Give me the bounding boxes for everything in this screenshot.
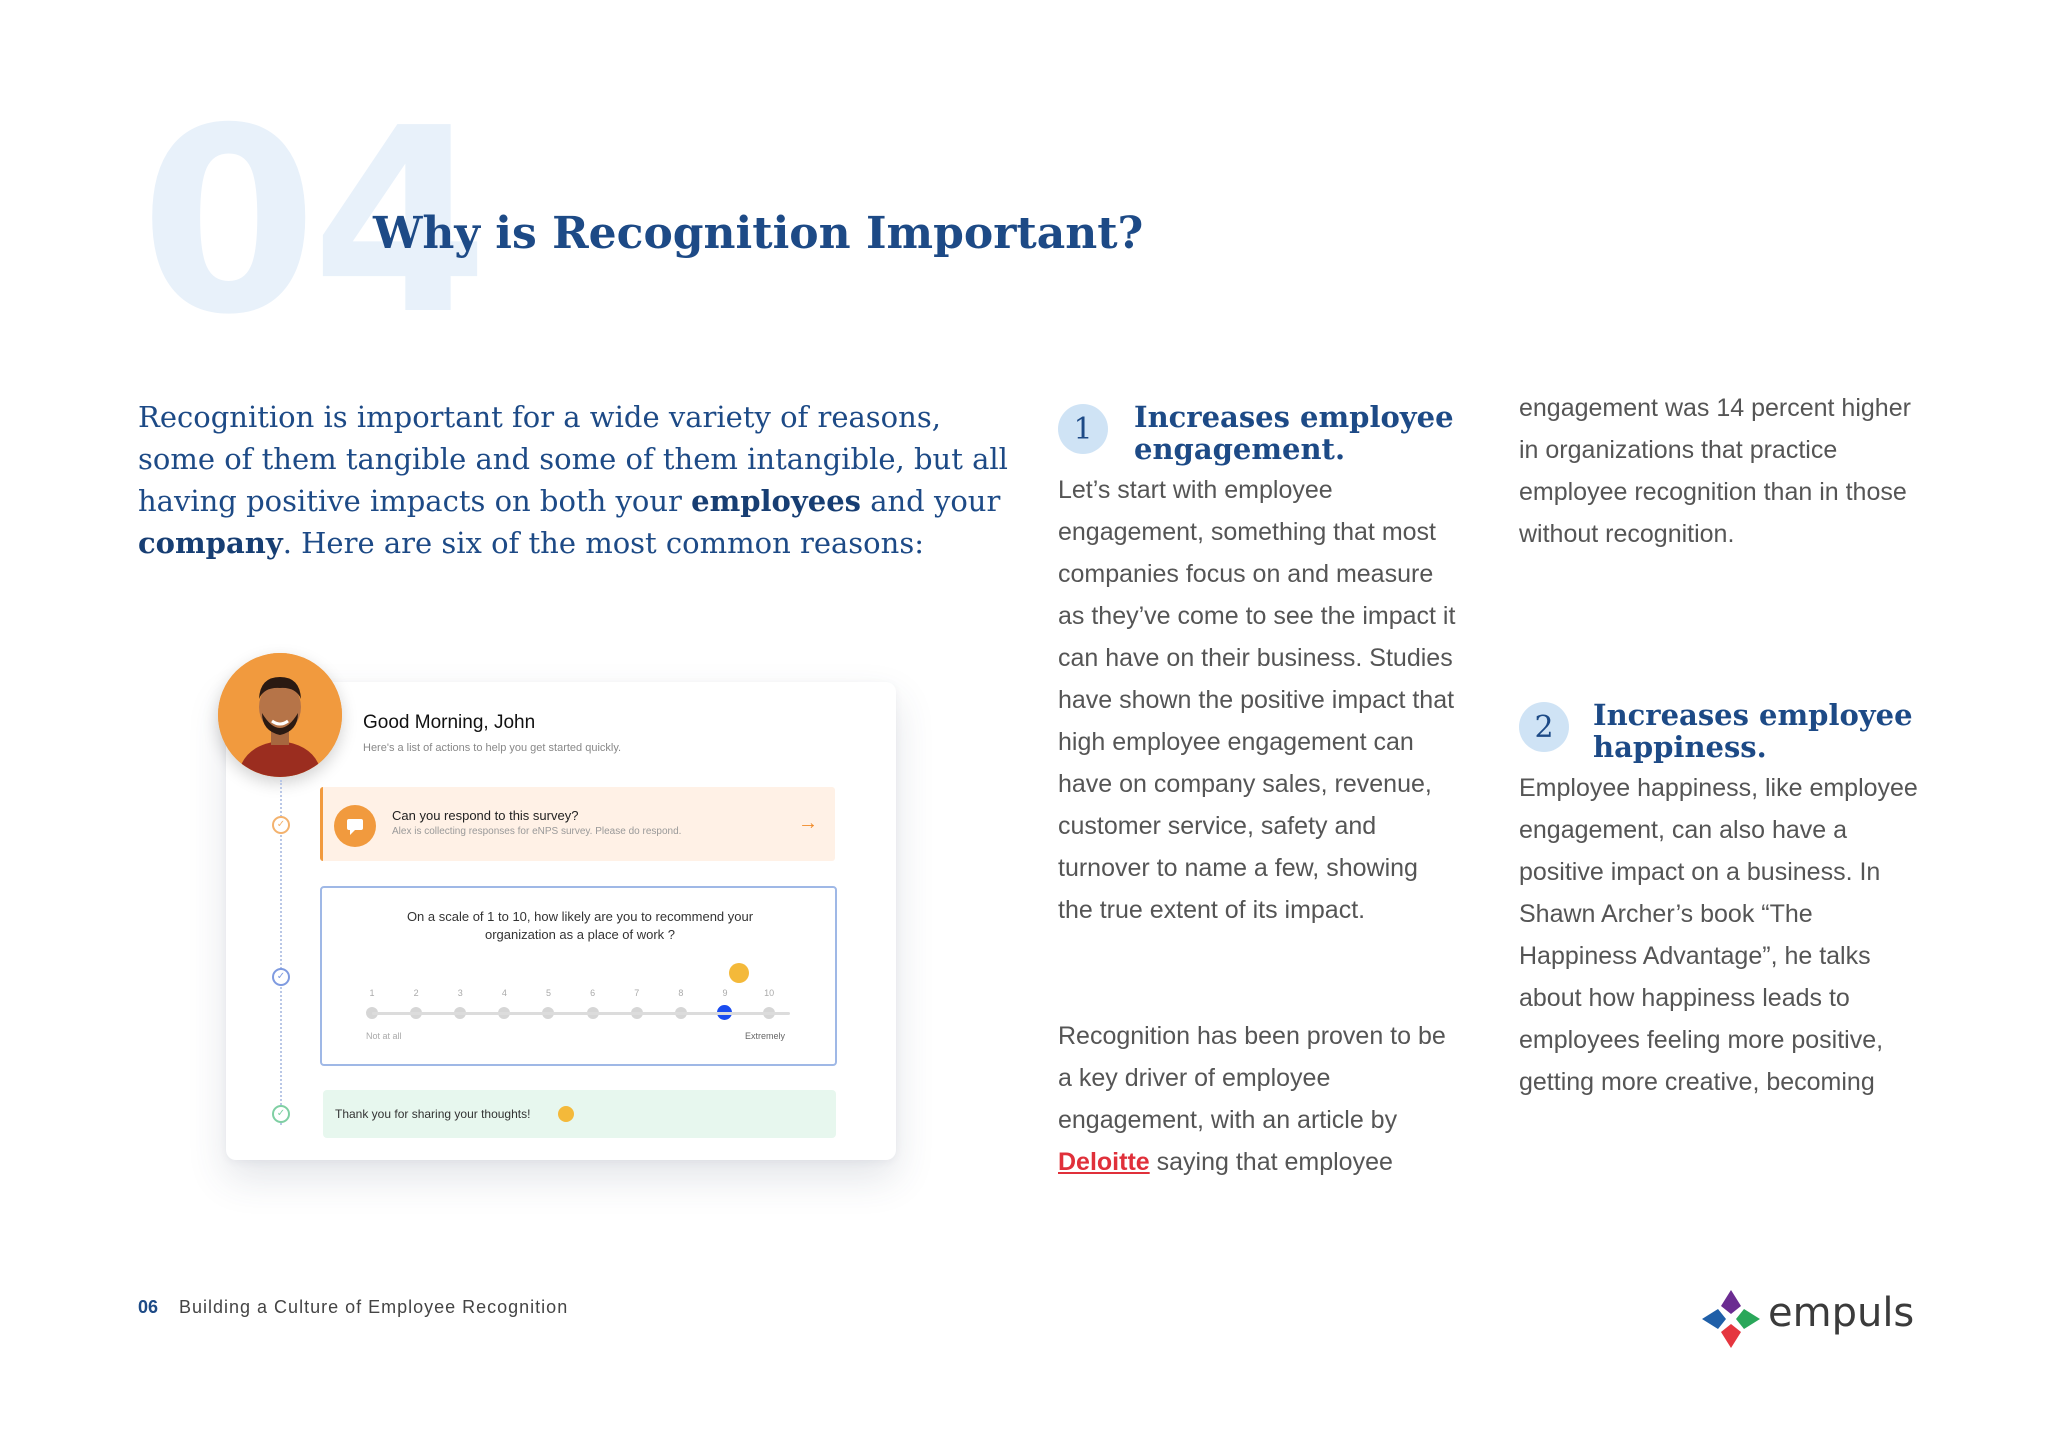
thanks-text: Thank you for sharing your thoughts! bbox=[335, 1107, 531, 1121]
timeline-check-icon: ✓ bbox=[272, 968, 290, 986]
reason-2-title: Increases employee happiness. bbox=[1593, 698, 1913, 764]
scale-number-label: 3 bbox=[457, 988, 463, 998]
intro-text-3: . Here are six of the most common reasons: bbox=[282, 526, 924, 560]
survey-prompt[interactable] bbox=[320, 787, 835, 861]
reason-1-title: Increases employee engagement. bbox=[1134, 400, 1454, 466]
reason-number-badge: 1 bbox=[1058, 404, 1108, 454]
arrow-right-icon[interactable]: → bbox=[798, 812, 818, 834]
chat-icon bbox=[334, 805, 376, 847]
empuls-logo-icon bbox=[1700, 1288, 1762, 1350]
reason-1-paragraph-2 bbox=[1058, 1015, 1458, 1183]
reason-1-paragraph: Let’s start with employee engagement, something that most companies focus on and measure as they’ve come to see the impact it can have on their business. Studies have shown the positive impact that high employee engagement can have on company sales, revenue, customer service, safety and turnover to name a few, showing the true extent of its impact. bbox=[1058, 476, 1456, 924]
scale-number-label: 8 bbox=[678, 988, 684, 998]
reason-1-text: Recognition has been proven to be a key driver of employee engagement, with an article by bbox=[1058, 1022, 1446, 1134]
scale-number-label: 9 bbox=[722, 988, 728, 998]
scale-track bbox=[372, 1012, 790, 1015]
scale-number-label: 2 bbox=[413, 988, 419, 998]
scale-number-label: 4 bbox=[501, 988, 507, 998]
page-title: Why is Recognition Important? bbox=[373, 208, 1144, 259]
reason-2-paragraph: Employee happiness, like employee engagement, can also have a positive impact on a business. In Shawn Archer’s book “The Happiness Advantage”, he talks about how happiness leads to employees feeling more positive, getting more creative, becoming bbox=[1519, 774, 1918, 1096]
scale-number-label: 5 bbox=[545, 988, 551, 998]
scale-number-label: 1 bbox=[369, 988, 375, 998]
timeline-check-icon: ✓ bbox=[272, 816, 290, 834]
reason-1-text-end: saying that employee bbox=[1149, 1148, 1393, 1176]
intro-text-1: Recognition is important for a wide variety of reasons, some of them tangible and some of them intangible, but all having positive impacts on both your bbox=[138, 400, 1008, 518]
scale-high-label: Extremely bbox=[745, 1031, 786, 1041]
footer-title: Building a Culture of Employee Recognition bbox=[179, 1297, 569, 1317]
scale-number-label: 6 bbox=[590, 988, 596, 998]
intro-bold-employees: employees bbox=[691, 484, 861, 518]
scale-number-label: 7 bbox=[634, 988, 640, 998]
reason-number-badge: 2 bbox=[1519, 702, 1569, 752]
survey-subtitle: Alex is collecting responses for eNPS survey. Please do respond. bbox=[392, 826, 682, 837]
emoji-icon bbox=[729, 963, 749, 983]
user-avatar bbox=[218, 653, 342, 777]
scale-number-label: 10 bbox=[764, 988, 775, 998]
timeline-check-icon: ✓ bbox=[272, 1105, 290, 1123]
empuls-logo-text: empuls bbox=[1768, 1290, 1915, 1336]
reason-1-continued: engagement was 14 percent higher in organizations that practice employee recognition than in those without recognition. bbox=[1519, 394, 1911, 548]
page-number: 06 bbox=[138, 1297, 159, 1317]
intro-text-2: and your bbox=[860, 484, 1001, 518]
smile-emoji-icon bbox=[558, 1106, 574, 1122]
greeting-text: Good Morning, John bbox=[363, 712, 536, 733]
deloitte-link[interactable]: Deloitte bbox=[1058, 1148, 1150, 1176]
greeting-subtext: Here's a list of actions to help you get started quickly. bbox=[363, 742, 622, 754]
section-number: 04 bbox=[140, 74, 483, 371]
intro-paragraph bbox=[138, 396, 1008, 564]
scale-low-label: Not at all bbox=[366, 1031, 402, 1041]
intro-bold-company: company bbox=[138, 526, 283, 560]
scale-question: On a scale of 1 to 10, how likely are you to recommend your organization as a place of work ? bbox=[406, 909, 754, 942]
survey-title: Can you respond to this survey? bbox=[392, 808, 579, 823]
